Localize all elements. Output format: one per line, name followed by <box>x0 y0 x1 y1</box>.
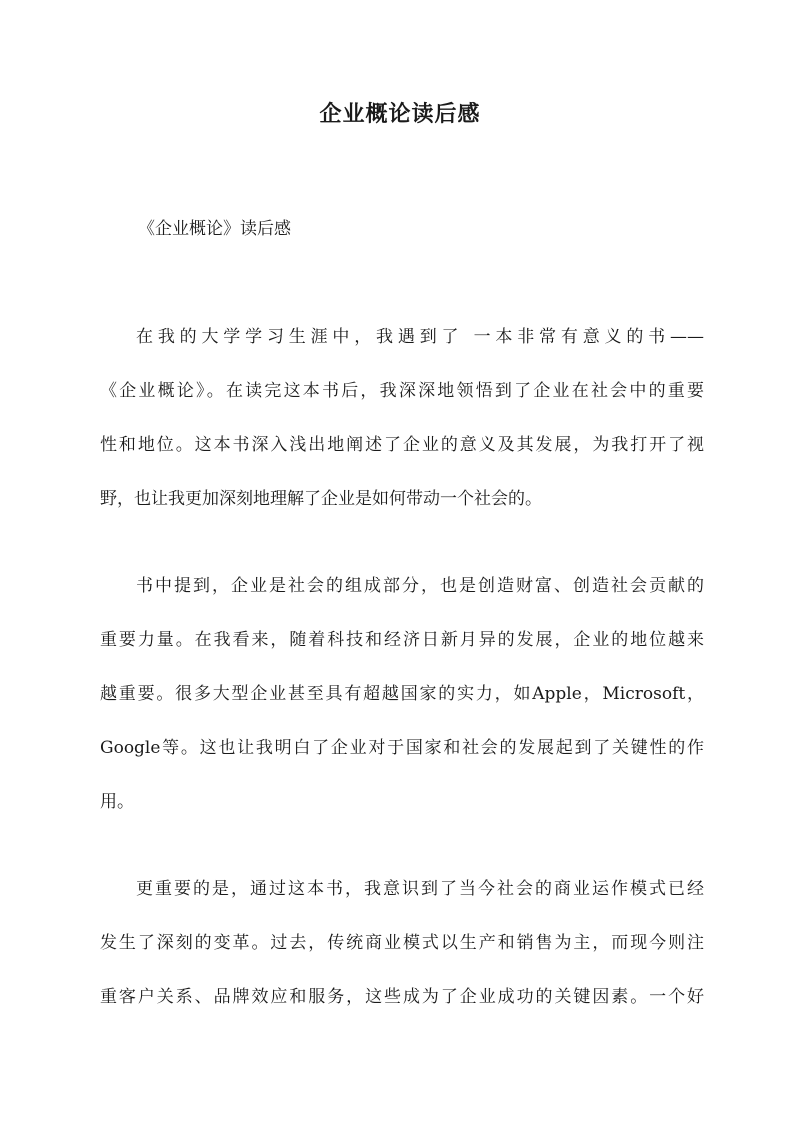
document-subtitle: 《企业概论》读后感 <box>138 219 291 239</box>
paragraph-line: 用。 <box>100 792 134 812</box>
paragraph-1 <box>100 310 704 526</box>
paragraph-line: 更重要的是，通过这本书，我意识到了当今社会的商业运作模式已经 <box>136 879 704 899</box>
paragraph-line: 野，也让我更加深刻地理解了企业是如何带动一个社会的。 <box>100 489 542 509</box>
document-title: 企业概论读后感 <box>319 101 481 127</box>
paragraph-line: 越重要。很多大型企业甚至具有超越国家的实力，如Apple，Microsoft， <box>100 684 704 704</box>
paragraph-line: 性和地位。这本书深入浅出地阐述了企业的意义及其发展，为我打开了视 <box>100 435 704 455</box>
paragraph-line: Google等。这也让我明白了企业对于国家和社会的发展起到了关键性的作 <box>100 738 704 758</box>
paragraph-line: 书中提到，企业是社会的组成部分，也是创造财富、创造社会贡献的 <box>136 576 704 596</box>
paragraph-2 <box>100 559 704 829</box>
paragraph-line: 重客户关系、品牌效应和服务，这些成为了企业成功的关键因素。一个好 <box>100 987 704 1007</box>
paragraph-line: 重要力量。在我看来，随着科技和经济日新月异的发展，企业的地位越来 <box>100 630 704 650</box>
paragraph-3 <box>100 862 704 1024</box>
paragraph-line: 《企业概论》。在读完这本书后，我深深地领悟到了企业在社会中的重要 <box>100 381 704 401</box>
paragraph-line: 发生了深刻的变革。过去，传统商业模式以生产和销售为主，而现今则注 <box>100 933 704 953</box>
paragraph-line: 在我的大学学习生涯中，我遇到了 一本非常有意义的书—— <box>136 327 704 347</box>
